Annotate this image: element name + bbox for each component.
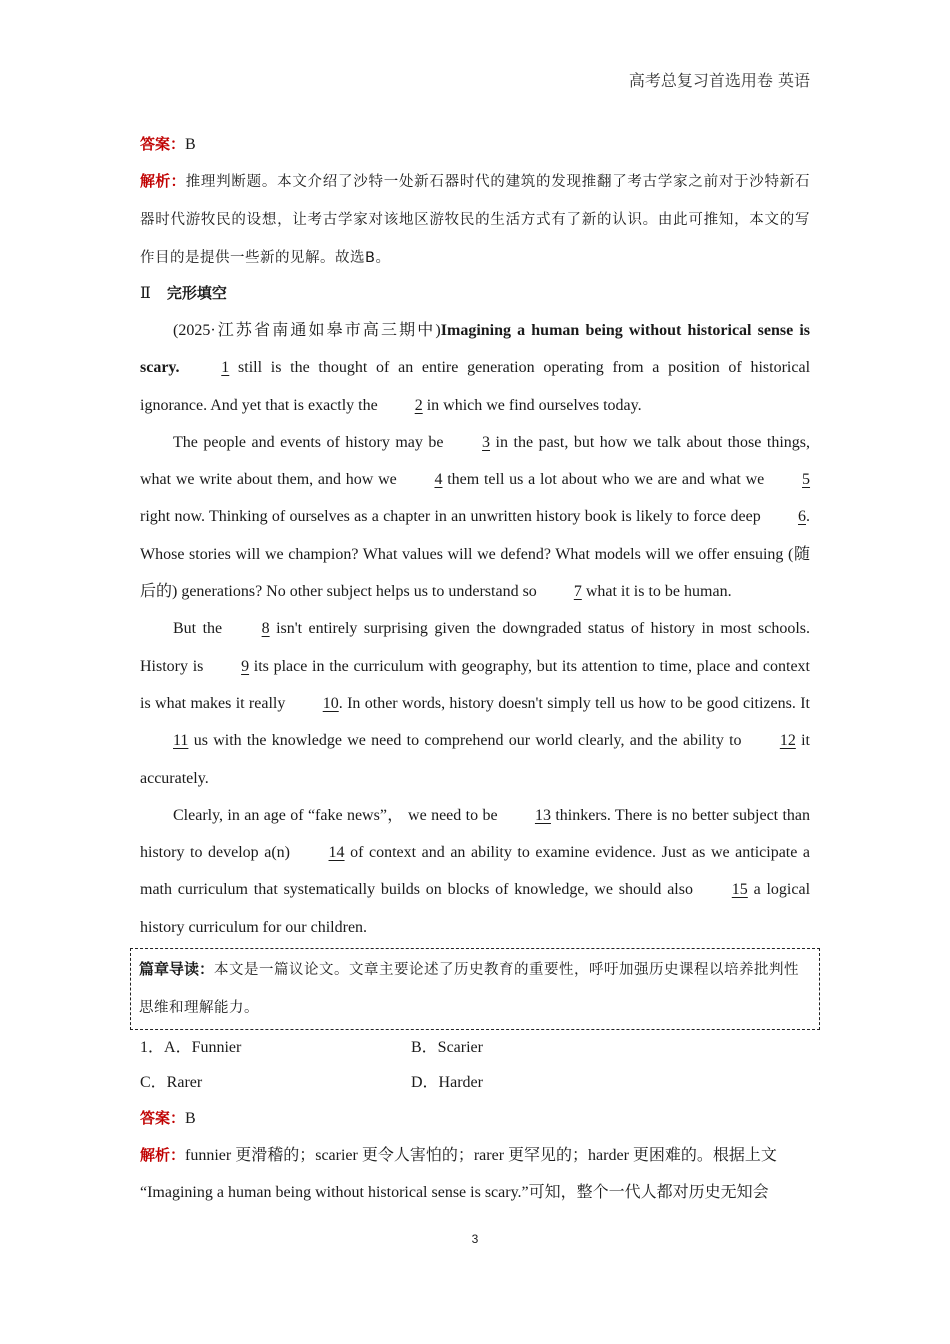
blank-9[interactable]: 9 [241,657,250,675]
text-segment: thinkers. There is no better subject than history to develop a(n) [140,806,811,862]
text-segment: But the [173,620,223,638]
analysis-line-1: funnier 更滑稽的；scarier 更令人害怕的；rarer 更罕见的；harder 更困难的。根据上文 [185,1147,777,1165]
blank-14[interactable]: 14 [328,844,345,862]
prev-analysis [140,163,810,277]
text-segment: right now. Thinking of ourselves as a chapter in an unwritten history book is likely to force deep [140,508,761,526]
passage-paragraph-2 [140,424,810,610]
blank-1[interactable]: 1 [221,359,230,377]
text-segment: . Whose stories will we champion? What values will we defend? What models will we offer ensuing (随后的) generations? No other subject helps us to understand so [140,508,810,601]
passage-paragraph-3 [140,610,810,796]
blank-13[interactable]: 13 [534,806,551,824]
blank-10[interactable]: 10 [322,694,339,712]
blank-12[interactable]: 12 [779,732,796,750]
chapter-guide-box [130,948,820,1030]
section-numeral: Ⅱ [140,285,151,302]
blank-2[interactable]: 2 [414,396,423,414]
blank-11[interactable]: 11 [173,732,189,750]
text-segment: its place in the curriculum with geography, but its attention to time, place and context is what makes it really [140,657,810,712]
text-segment: Clearly, in an age of “fake news”， [173,806,404,824]
text-segment: us with the knowledge we need to comprehend our world clearly, and the ability to [193,732,742,750]
text-segment: of context and an ability to examine evidence. Just as we anticipate a math curriculum that systematically builds on blocks of knowledge, we should also [140,844,811,899]
text-segment: what it is to be human. [585,583,732,601]
question-number: 1． [140,1039,165,1057]
chapter-guide-text [139,951,811,1027]
passage-lead: Imagining a human being without historical sense is scary. [140,322,810,377]
section-heading [140,275,810,312]
text-segment: in the past, but how we talk about those things, what we write about them, and how we [140,433,811,489]
analysis-label: 解析： [140,1146,186,1165]
option-c[interactable]: C．Rarer [140,1074,203,1092]
answer-label: 答案： [140,135,186,153]
text-segment: them tell us a lot about who we are and what we [447,471,765,489]
text-segment: we need to be [408,806,498,824]
blank-8[interactable]: 8 [261,620,270,638]
page-number: 3 [471,1232,479,1246]
passage-source: (2025·江苏省南通如皋市高三期中) [173,322,441,339]
blank-15[interactable]: 15 [731,881,748,899]
passage-paragraph-4 [140,797,810,946]
analysis-line-2: “Imagining a human being without historical sense is scary.”可知，整个一代人都对历史无知会 [140,1184,769,1202]
page-content [140,126,810,1211]
answer-value: B [185,1110,196,1128]
text-segment: The people and events of history may be [173,433,444,451]
option-b[interactable]: B．Scarier [411,1039,483,1057]
prev-answer [140,126,810,163]
guide-text: 本文是一篇议论文。文章主要论述了历史教育的重要性，呼吁加强历史课程以培养批判性思维和理解能力。 [139,962,800,1017]
blank-4[interactable]: 4 [434,471,443,489]
option-a-text: A．Funnier [164,1039,242,1057]
answer-value: B [185,136,196,153]
text-segment: still is the thought of an entire generation operating from a position of historical ignorance. And yet that is exactly the [140,359,811,414]
question-1-options-row-1 [140,1030,810,1065]
answer-label: 答案： [140,1109,186,1128]
blank-5[interactable]: 5 [802,471,811,489]
text-segment: in which we find ourselves today. [426,396,642,414]
blank-7[interactable]: 7 [573,583,582,601]
blank-6[interactable]: 6 [798,508,806,526]
guide-label: 篇章导读： [139,960,215,979]
section-title: 完形填空 [166,284,227,302]
analysis-label: 解析： [140,172,186,190]
question-1-answer [140,1100,810,1137]
option-d[interactable]: D．Harder [411,1074,483,1092]
text-segment: a logical history curriculum for our children. [140,881,811,936]
question-1-analysis [140,1137,810,1174]
running-header: 高考总复习首选用卷 英语 [628,71,810,90]
passage-paragraph-1 [140,312,810,424]
text-segment: . In other words, history doesn't simply tell us how to be good citizens. It [338,694,810,712]
analysis-text: 推理判断题。本文介绍了沙特一处新石器时代的建筑的发现推翻了考古学家之前对于沙特新石器时代游牧民的设想，让考古学家对该地区游牧民的生活方式有了新的认识。由此可推知，本文的写作目的是提供一些新的见解。故选B。 [140,174,810,266]
question-1-analysis-cont [140,1174,810,1211]
blank-3[interactable]: 3 [482,433,491,451]
text-segment: it accurately. [140,732,810,787]
question-1-options-row-2 [140,1065,810,1100]
text-segment: isn't entirely surprising given the downgraded status of history in most schools. History is [140,620,811,675]
option-a[interactable] [140,1030,411,1065]
